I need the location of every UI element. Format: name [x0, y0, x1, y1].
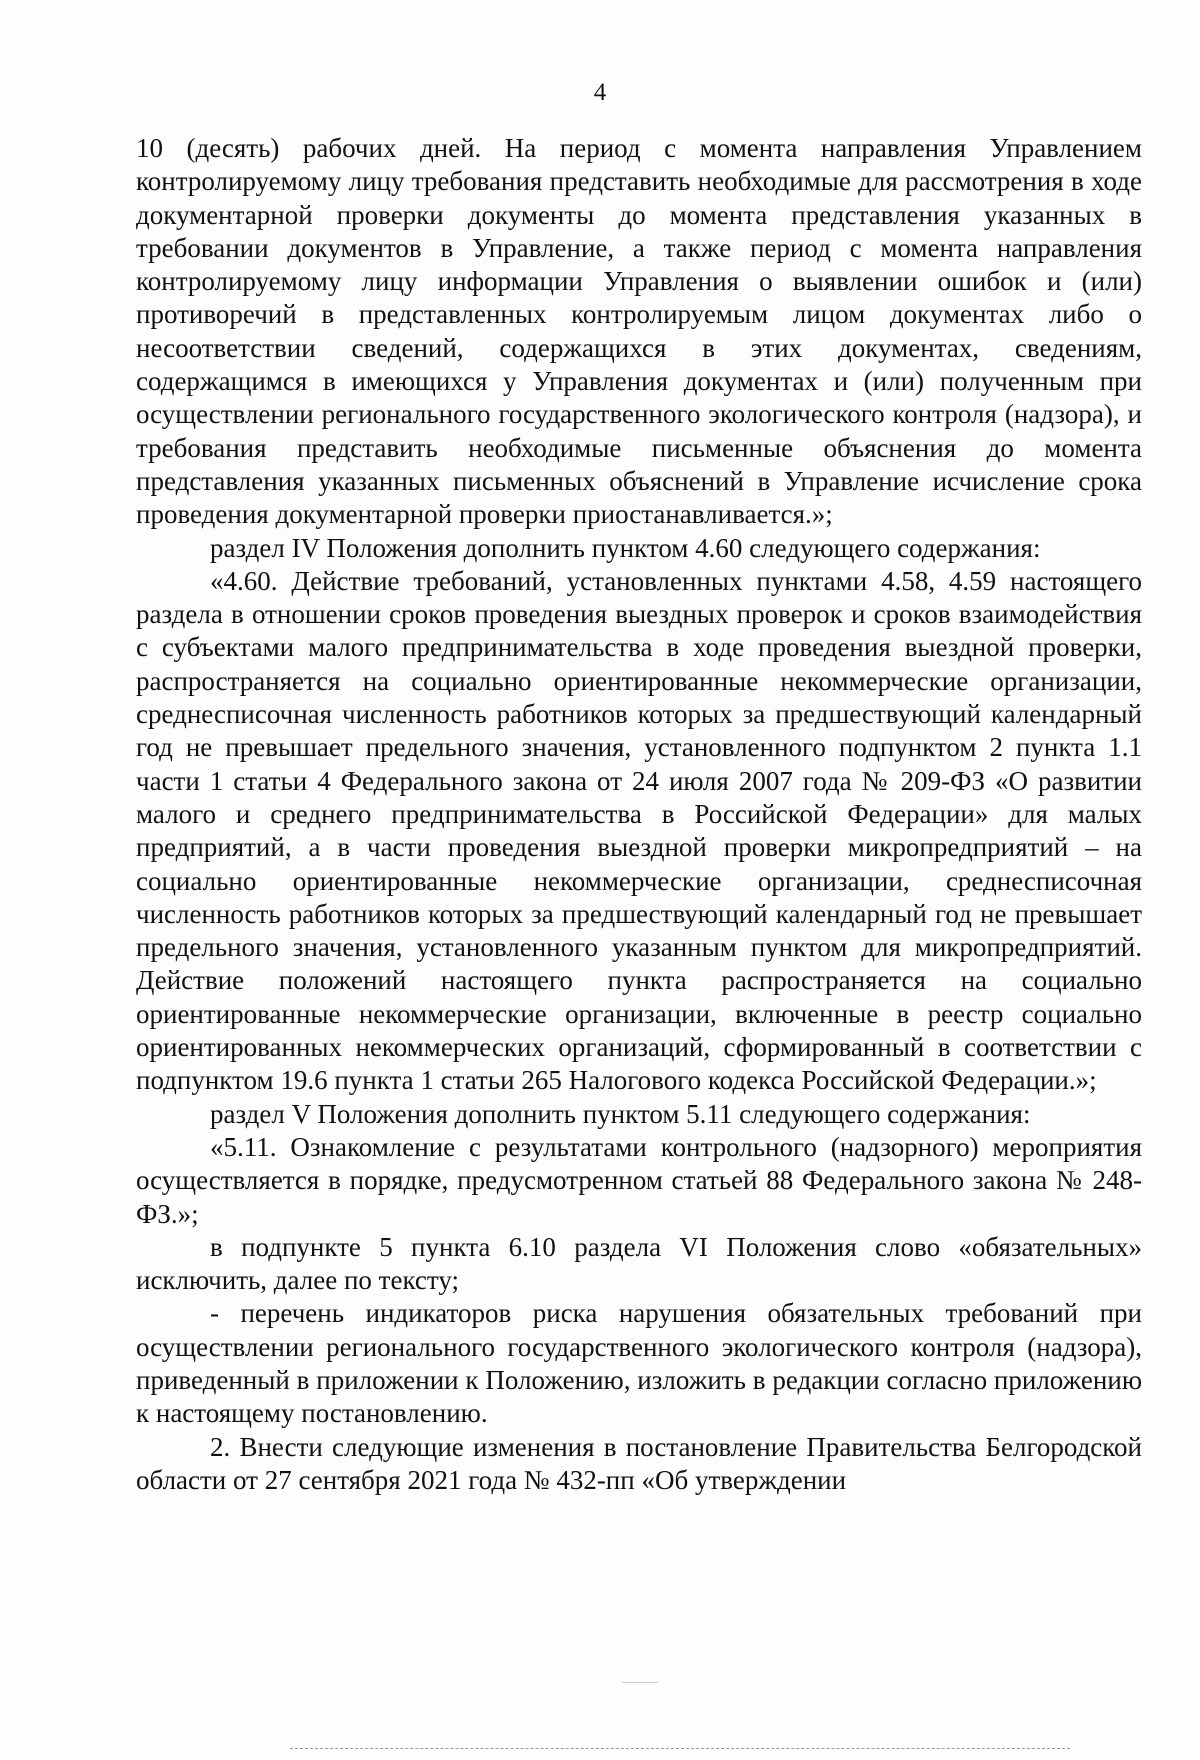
paragraph-clause-4-60: «4.60. Действие требований, установленных пунктами 4.58, 4.59 настоящего раздела в отношении сроков проведения выездных проверок и сроков взаимодействия с субъектами малого предпринимательства в ходе проведения выездной проверки, распространяется на социально ориентированные некоммерческие организации, среднесписочная численность работников которых за предшествующий календарный год не превышает предельного значения, установленного подпунктом 2 пункта 1.1 части 1 статьи 4 Федерального закона от 24 июля 2007 года № 209-ФЗ «О развитии малого и среднего предпринимательства в Российской Федерации» для малых предприятий, а в части проведения выездной проверки микропредприятий – на социально ориентированные некоммерческие организации, среднесписочная численность работников которых за предшествующий календарный год не превышает предельного значения, установленного указанным пунктом для микропредприятий. Действие положений настоящего пункта распространяется на социально ориентированные некоммерческие организации, включенные в реестр социально ориентированных некоммерческих организаций, сформированный в соответствии с подпунктом 19.6 пункта 1 статьи 265 Налогового кодекса Российской Федерации.»;: [136, 565, 1142, 1096]
document-body: [136, 132, 1142, 1497]
footer-divider: [290, 1748, 1070, 1749]
paragraph-item-2: 2. Внести следующие изменения в постановление Правительства Белгородской области от 27 сентября 2021 года № 432-пп «Об утверждении: [136, 1431, 1142, 1495]
paragraph-continuation: 10 (десять) рабочих дней. На период с момента направления Управлением контролируемому лицу требования представить необходимые для рассмотрения в ходе документарной проверки документы до момента представления указанных в требовании документов в Управление, а также период с момента направления контролируемому лицу информации Управления о выявлении ошибок и (или) противоречий в представленных контролируемым лицом документах либо о несоответствии сведений, содержащихся в этих документах, сведениям, содержащимся в имеющихся у Управления документах и (или) полученным при осуществлении регионального государственного экологического контроля (надзора), и требования представить необходимые письменные объяснения до момента представления указанных письменных объяснений в Управление исчисление срока проведения документарной проверки приостанавливается.»;: [136, 133, 1142, 530]
paragraph-section-vi-amendment: в подпункте 5 пункта 6.10 раздела VI Положения слово «обязательных» исключить, далее по тексту;: [136, 1231, 1142, 1296]
paragraph-clause-5-11: «5.11. Ознакомление с результатами контрольного (надзорного) мероприятия осуществляется в порядке, предусмотренном статьей 88 Федерального закона № 248-ФЗ.»;: [136, 1131, 1142, 1229]
page-number: 4: [593, 79, 607, 106]
scan-mark: [622, 1682, 658, 1683]
paragraph-risk-indicators: - перечень индикаторов риска нарушения обязательных требований при осуществлении регионального государственного экологического контроля (надзора), приведенный в приложении к Положению, изложить в редакции согласно приложению к настоящему постановлению.: [136, 1298, 1142, 1429]
paragraph-section-iv-amendment: раздел IV Положения дополнить пунктом 4.60 следующего содержания:: [210, 532, 1041, 563]
paragraph-section-v-amendment: раздел V Положения дополнить пунктом 5.11 следующего содержания:: [210, 1098, 1031, 1129]
